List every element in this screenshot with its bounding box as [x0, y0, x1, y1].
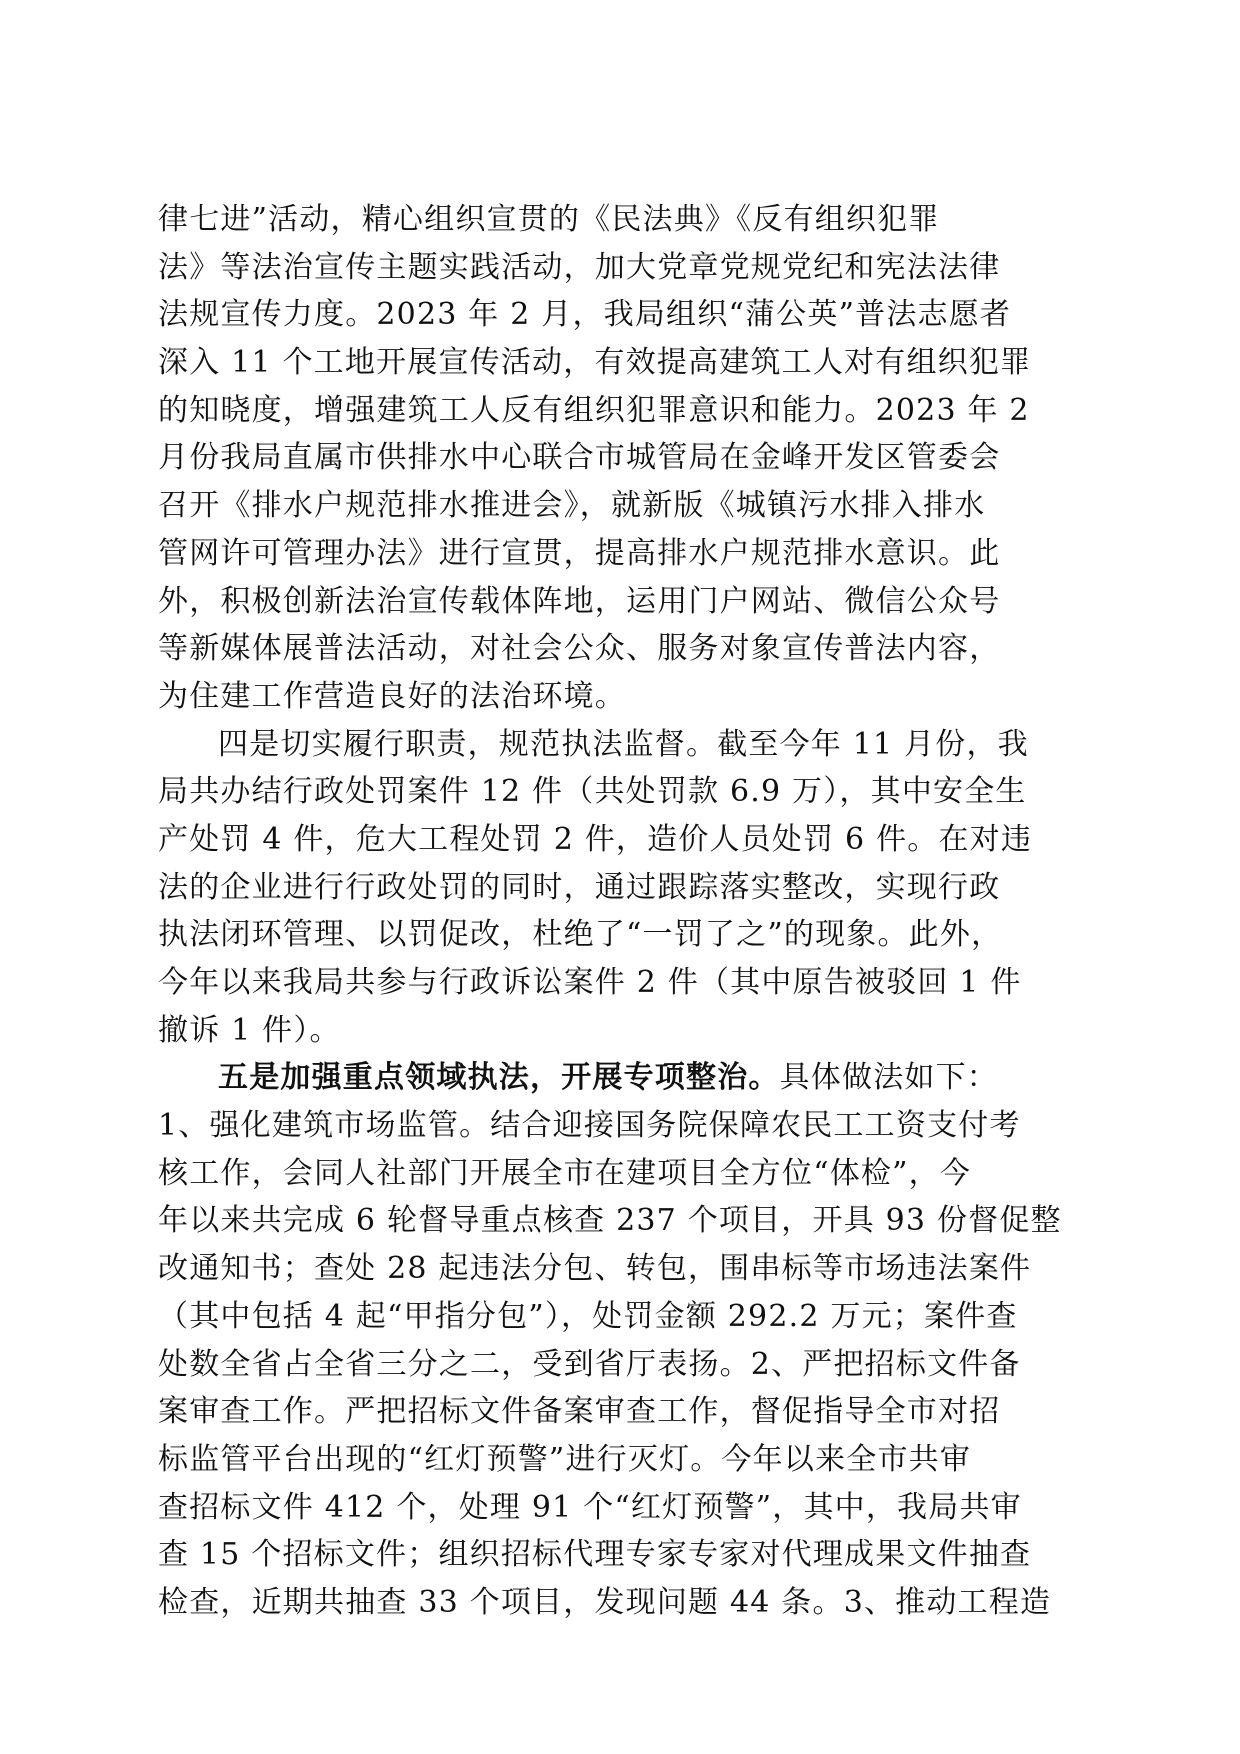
text-line [158, 578, 1088, 626]
text-line [158, 1054, 1088, 1102]
line-text: 召开《排水户规范排水推进会》，就新版《城镇污水排入排水 [158, 488, 986, 524]
line-text: 等新媒体展普法活动，对社会公众、服务对象宣传普法内容， [158, 631, 1001, 667]
text-line [158, 673, 1088, 721]
line-text: 深入 11 个工地开展宣传活动，有效提高建筑工人对有组织犯罪 [158, 345, 1032, 381]
line-text: 标监管平台出现的“红灯预警”进行灭灯。今年以来全市共审 [158, 1441, 972, 1477]
line-text: 检查，近期共抽查 33 个项目，发现问题 44 条。3、推动工程造 [158, 1584, 1052, 1620]
line-text: 法的企业进行行政处罚的同时，通过跟踪落实整改，实现行政 [158, 869, 1001, 905]
text-line [158, 196, 1088, 244]
text-line [158, 1341, 1088, 1389]
line-text: 法规宣传力度。2023 年 2 月，我局组织“蒲公英”普法志愿者 [158, 297, 1012, 333]
text-line [158, 625, 1088, 673]
line-text: 律七进”活动，精心组织宣贯的《民法典》《反有组织犯罪 [158, 202, 940, 237]
text-line [158, 816, 1088, 864]
text-line [158, 864, 1088, 912]
line-text: （其中包括 4 起“甲指分包”），处罚金额 292.2 万元；案件查 [158, 1298, 1018, 1334]
text-line [158, 1579, 1088, 1627]
line-text: 的知晓度，增强建筑工人反有组织犯罪意识和能力。2023 年 2 [158, 392, 1030, 428]
line-text: 撤诉 1 件）。 [158, 1012, 341, 1048]
text-line [158, 339, 1088, 387]
line-text: 年以来共完成 6 轮督导重点核查 237 个项目，开具 93 份督促整 [158, 1203, 1062, 1239]
line-text: 案审查工作。严把招标文件备案审查工作，督促指导全市对招 [158, 1394, 1001, 1430]
line-text: 法》等法治宣传主题实践活动，加大党章党规党纪和宪法法律 [158, 249, 1001, 285]
line-text: 查招标文件 412 个，处理 91 个“红灯预警”，其中，我局共审 [158, 1489, 1022, 1525]
text-line [158, 434, 1088, 482]
document-body [158, 196, 1088, 1627]
text-line [158, 1150, 1088, 1198]
line-text: 今年以来我局共参与行政诉讼案件 2 件（其中原告被驳回 1 件 [158, 965, 1022, 1000]
text-line [158, 1007, 1088, 1055]
text-line [158, 1531, 1088, 1579]
line-text: 月份我局直属市供排水中心联合市城管局在金峰开发区管委会 [158, 440, 1001, 476]
line-text: 为住建工作营造良好的法治环境。 [158, 678, 626, 714]
line-text: 四是切实履行职责，规范执法监督。截至今年 11 月份，我 [218, 726, 1029, 762]
text-line [158, 1388, 1088, 1436]
text-line [158, 911, 1088, 959]
line-text: 管网许可管理办法》进行宣贯，提高排水户规范排水意识。此 [158, 535, 1001, 571]
text-line [158, 244, 1088, 292]
line-text: 查 15 个招标文件；组织招标代理专家专家对代理成果文件抽查 [158, 1537, 1032, 1573]
text-line [158, 959, 1088, 1007]
text-line [158, 482, 1088, 530]
text-line [158, 387, 1088, 435]
line-text: 1、强化建筑市场监管。结合迎接国务院保障农民工工资支付考 [158, 1108, 1021, 1144]
line-text: 改通知书；查处 28 起违法分包、转包，围串标等市场违法案件 [158, 1251, 1032, 1287]
text-line [158, 768, 1088, 816]
bold-heading-text: 五是加强重点领域执法，开展专项整治。 [218, 1060, 780, 1096]
text-line [158, 530, 1088, 578]
text-line [158, 1484, 1088, 1532]
text-line [158, 1293, 1088, 1341]
text-line [158, 721, 1088, 769]
text-line [158, 1102, 1088, 1150]
line-text: 产处罚 4 件，危大工程处罚 2 件，造价人员处罚 6 件。在对违 [158, 821, 1033, 857]
line-text: 执法闭环管理、以罚促改，杜绝了“一罚了之”的现象。此外， [158, 917, 1003, 953]
line-text: 局共办结行政处罚案件 12 件（共处罚款 6.9 万），其中安全生 [158, 774, 1027, 810]
text-line [158, 1245, 1088, 1293]
text-line [158, 1197, 1088, 1245]
line-text: 外，积极创新法治宣传载体阵地，运用门户网站、微信公众号 [158, 583, 1001, 619]
text-line [158, 291, 1088, 339]
line-text: 核工作，会同人社部门开展全市在建项目全方位“体检”，今 [158, 1155, 972, 1191]
text-line [158, 1436, 1088, 1484]
line-text: 处数全省占全省三分之二，受到省厅表扬。2、严把招标文件备 [158, 1346, 1021, 1382]
line-text: 具体做法如下： [779, 1060, 999, 1096]
